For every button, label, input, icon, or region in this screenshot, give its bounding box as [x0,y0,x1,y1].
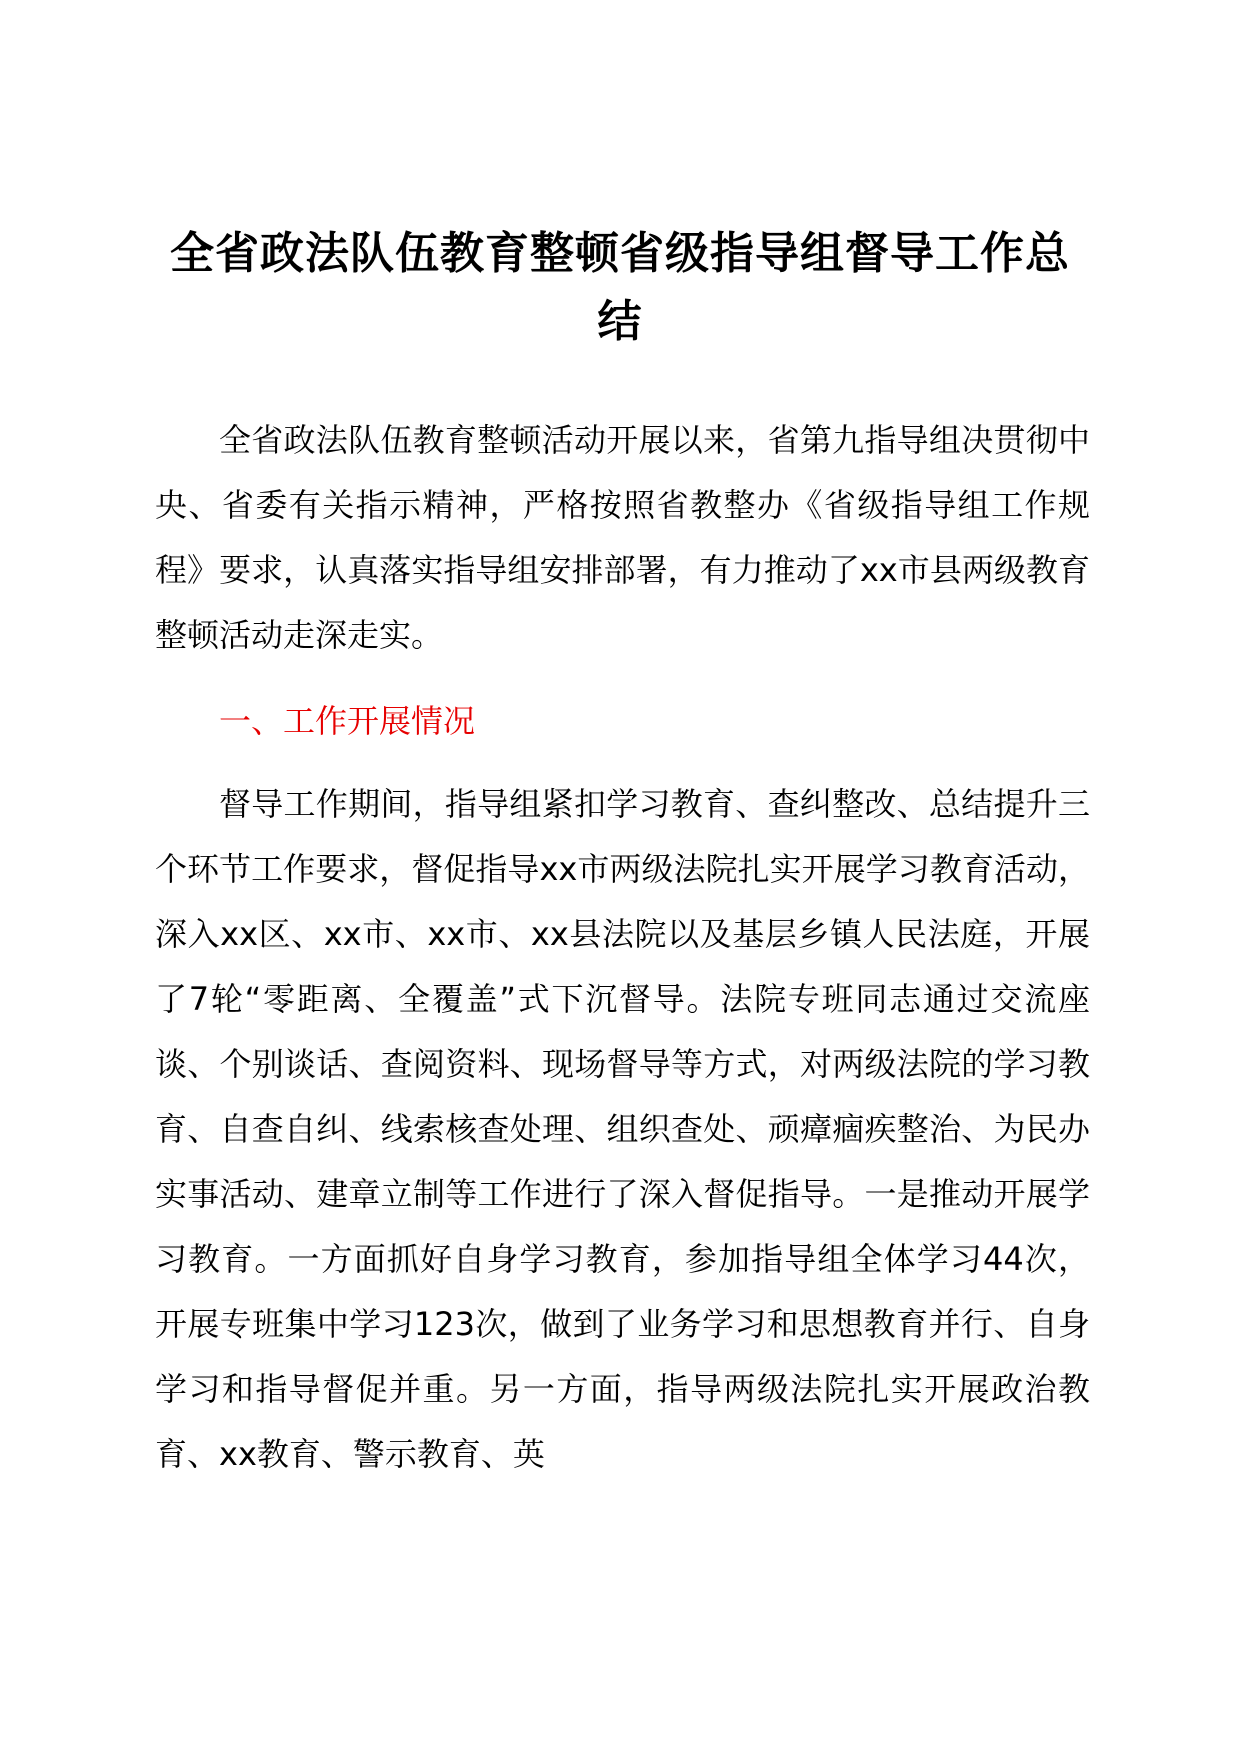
intro-paragraph: 全省政法队伍教育整顿活动开展以来，省第九指导组决贯彻中央、省委有关指示精神，严格按照省教整办《省级指导组工作规程》要求，认真落实指导组安排部署，有力推动了xx市县两级教育整顿活动走深走实。 [155,421,1090,654]
document-title: 全省政法队伍教育整顿省级指导组督导工作总结 [170,228,1070,347]
body-paragraph: 督导工作期间，指导组紧扣学习教育、查纠整改、总结提升三个环节工作要求，督促指导xx市两级法院扎实开展学习教育活动，深入xx区、xx市、xx市、xx县法院以及基层乡镇人民法庭，开展了7轮“零距离、全覆盖”式下沉督导。法院专班同志通过交流座谈、个别谈话、查阅资料、现场督导等方式，对两级法院的学习教育、自查自纠、线索核查处理、组织查处、顽瘴痼疾整治、为民办实事活动、建章立制等工作进行了深入督促指导。一是推动开展学习教育。一方面抓好自身学习教育，参加指导组全体学习44次，开展专班集中学习123次，做到了业务学习和思想教育并行、自身学习和指导督促并重。另一方面，指导两级法院扎实开展政治教育、xx教育、警示教育、英 [155,785,1090,1473]
section-heading: 一、工作开展情况 [219,702,476,740]
